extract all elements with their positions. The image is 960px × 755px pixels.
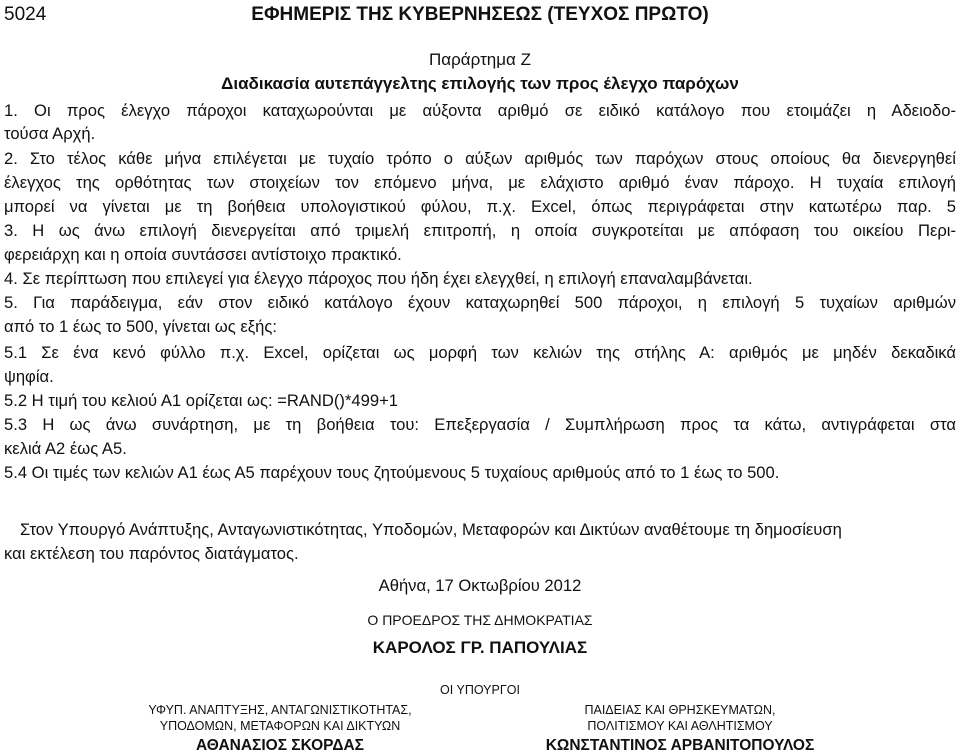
right-ministry-title-continued: ΠΟΛΙΤΙΣΜΟΥ ΚΑΙ ΑΘΛΗΤΙΣΜΟΥ (587, 719, 773, 733)
gazette-title: ΕΦΗΜΕΡΙΣ ΤΗΣ ΚΥΒΕΡΝΗΣΕΩΣ (ΤΕΥΧΟΣ ΠΡΩΤΟ) (251, 4, 709, 25)
paragraph-line: 4. Σε περίπτωση που επιλεγεί για έλεγχο πάροχος που ήδη έχει ελεγχθεί, η επιλογή επαναλαμβάνεται. (4, 269, 753, 288)
paragraph-line: 5.4 Οι τιμές των κελιών Α1 έως Α5 παρέχουν τους ζητούμενους 5 τυχαίους αριθμούς από το 1 έως το 500. (4, 463, 780, 482)
annex-title: Παράρτημα Ζ (429, 50, 531, 69)
paragraph-line: 2. Στο τέλος κάθε μήνα επιλέγεται με τυχαίο τρόπο ο αύξων αριθμός των παρόχων στους οποίους θα διενεργηθεί (4, 149, 956, 168)
page-number: 5024 (4, 4, 47, 25)
paragraph-line: κελιά Α2 έως Α5. (4, 439, 127, 458)
paragraph-line: 5. Για παράδειγμα, εάν στον ειδικό κατάλογο έχουν καταχωρηθεί 500 πάροχοι, η επιλογή 5 τυχαίων αριθμών (4, 293, 956, 312)
paragraph-line: τούσα Αρχή. (4, 124, 96, 143)
paragraph-line: ψηφία. (4, 367, 54, 386)
paragraph-line: 1. Οι προς έλεγχο πάροχοι καταχωρούνται με αύξοντα αριθμό σε ειδικό κατάλογο που ετοιμάζει η Αδειοδο- (4, 101, 956, 120)
ministers-label: ΟΙ ΥΠΟΥΡΓΟΙ (440, 683, 520, 697)
paragraph-line: έλεγχος της ορθότητας των στοιχείων τον επόμενο μήνα, με ελάχιστο αριθμό έναν πάροχο. Η τυχαία επιλογή (4, 173, 956, 192)
left-ministry-title-continued: ΥΠΟΔΟΜΩΝ, ΜΕΤΑΦΟΡΩΝ ΚΑΙ ΔΙΚΤΥΩΝ (159, 719, 401, 733)
annex-subtitle: Διαδικασία αυτεπάγγελτης επιλογής των προς έλεγχο παρόχων (221, 74, 739, 93)
right-minister-name: ΚΩΝΣΤΑΝΤΙΝΟΣ ΑΡΒΑΝΙΤΟΠΟΥΛΟΣ (545, 737, 815, 754)
president-name: ΚΑΡΟΛΟΣ ΓΡ. ΠΑΠΟΥΛΙΑΣ (372, 638, 588, 657)
paragraph-line: φερειάρχη και η οποία συντάσσει αντίστοιχο πρακτικό. (4, 245, 402, 264)
closing-statement-continued: και εκτέλεση του παρόντος διατάγματος. (4, 544, 299, 563)
paragraph-line: 5.3 Η ως άνω συνάρτηση, με τη βοήθεια του: Επεξεργασία / Συμπλήρωση προς τα κάτω, αντιγράφεται στα (4, 415, 956, 434)
left-minister-name: ΑΘΑΝΑΣΙΟΣ ΣΚΟΡΔΑΣ (196, 737, 364, 754)
place-and-date: Αθήνα, 17 Οκτωβρίου 2012 (378, 576, 582, 595)
closing-statement: Στον Υπουργό Ανάπτυξης, Ανταγωνιστικότητας, Υποδομών, Μεταφορών και Δικτύων αναθέτουμε τη δημοσίευση (20, 520, 842, 539)
paragraph-line: 5.2 Η τιμή του κελιού Α1 ορίζεται ως: =RAND()*499+1 (4, 391, 399, 410)
paragraph-line: μπορεί να γίνεται με τη βοήθεια υπολογιστικού φύλου, π.χ. Excel, όπως περιγράφεται στην κατωτέρω παρ. 5 (4, 197, 956, 216)
paragraph-line: 5.1 Σε ένα κενό φύλλο π.χ. Excel, ορίζεται ως μορφή των κελιών της στήλης Α: αριθμός με μηδέν δεκαδικά (4, 343, 956, 362)
president-title: Ο ΠΡΟΕΔΡΟΣ ΤΗΣ ΔΗΜΟΚΡΑΤΙΑΣ (367, 612, 593, 628)
paragraph-line: από το 1 έως το 500, γίνεται ως εξής: (4, 317, 278, 336)
paragraph-line: 3. Η ως άνω επιλογή διενεργείται από τριμελή επιτροπή, η οποία συγκροτείται με απόφαση του οικείου Περι- (4, 221, 956, 240)
left-ministry-title: ΥΦΥΠ. ΑΝΑΠΤΥΞΗΣ, ΑΝΤΑΓΩΝΙΣΤΙΚΟΤΗΤΑΣ, (148, 703, 412, 717)
right-ministry-title: ΠΑΙΔΕΙΑΣ ΚΑΙ ΘΡΗΣΚΕΥΜΑΤΩΝ, (584, 703, 776, 717)
